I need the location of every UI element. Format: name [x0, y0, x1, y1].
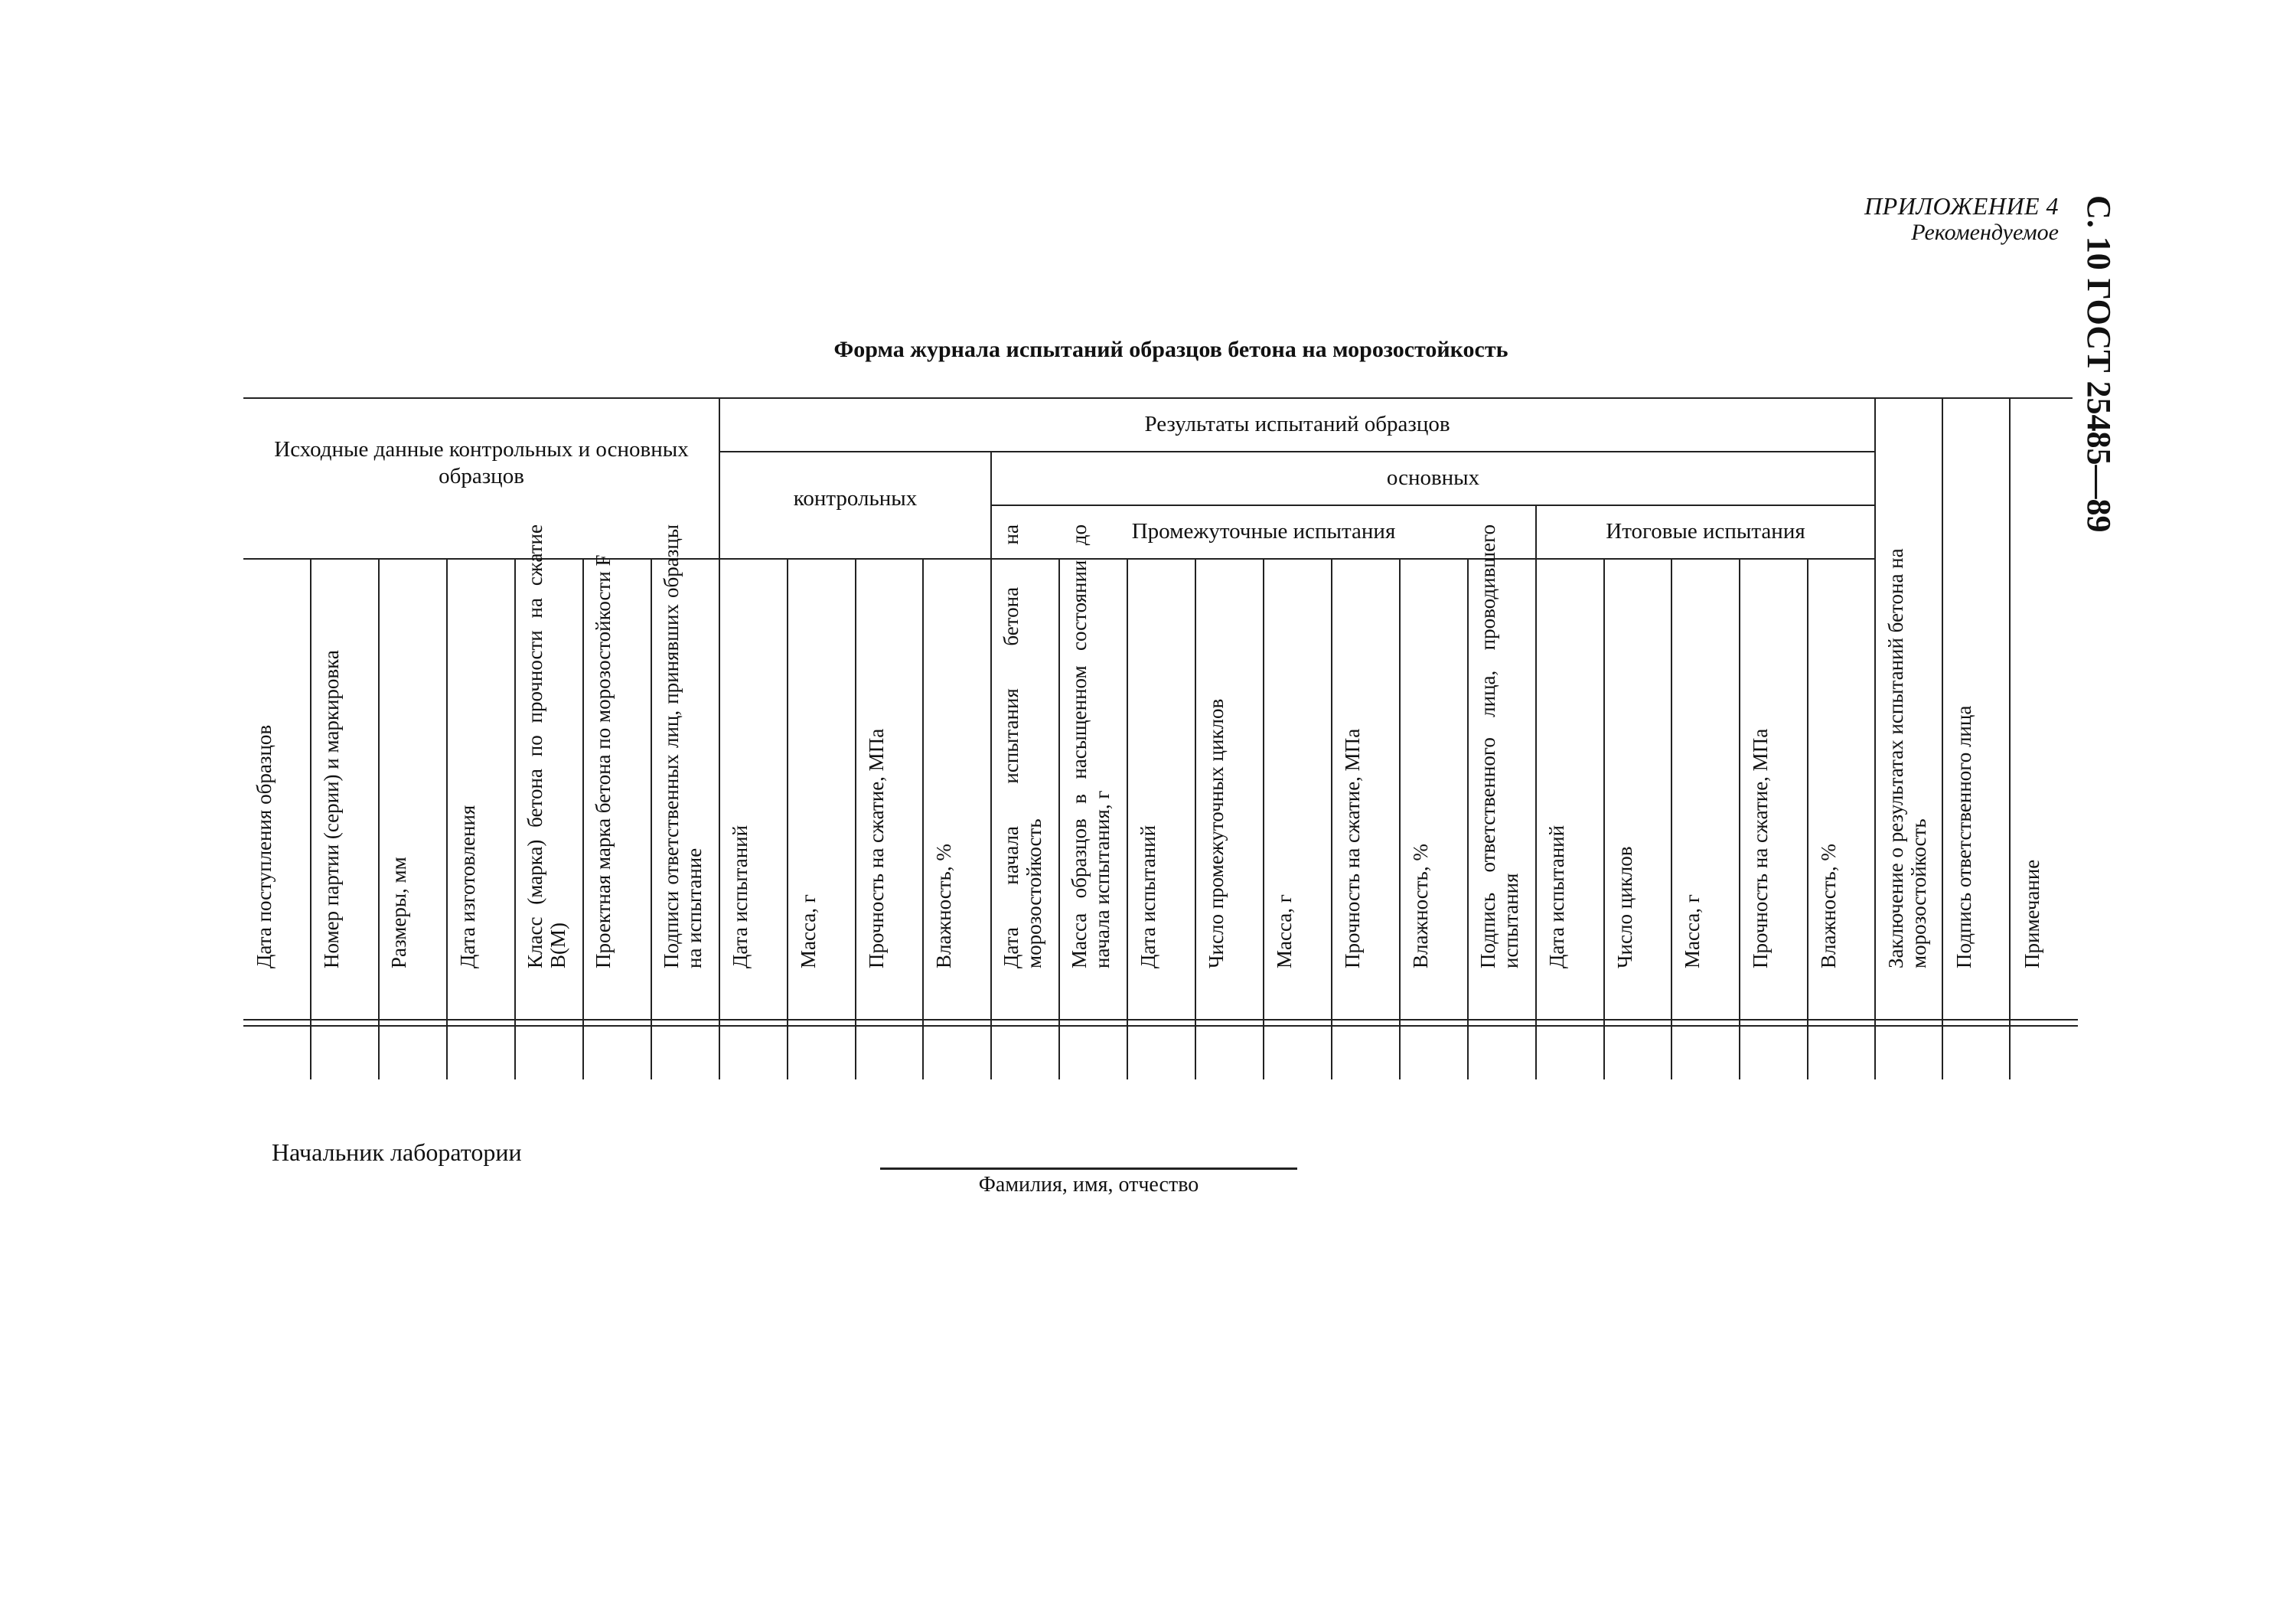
header-intermediate: Промежуточные испытания: [1131, 519, 1396, 544]
col-final-humidity: Влажность, %: [1817, 844, 1840, 968]
col-control-strength: Прочность на сжатие, МПа: [865, 728, 888, 968]
col-frost-grade: Проектная марка бетона по морозостойкости F: [592, 554, 615, 968]
col-interim-signature: Подпись ответственного лица, проводившего испытания: [1476, 524, 1523, 968]
col-interim-strength: Прочность на сжатие, МПа: [1341, 728, 1364, 968]
header-results: Результаты испытаний образцов: [1144, 412, 1450, 436]
header-initial-data: Исходные данные контрольных и основных образцов: [274, 437, 689, 488]
col-conclusion: Заключение о результатах испытаний бетона на морозостойкость: [1884, 548, 1931, 968]
appendix-title: ПРИЛОЖЕНИЕ 4: [1864, 192, 2059, 220]
page-header: С. 10 ГОСТ 25485—89: [2080, 195, 2118, 533]
col-control-mass: Масса, г: [797, 894, 820, 968]
appendix-type: Рекомендуемое: [1911, 220, 2059, 246]
header-main: основных: [1386, 465, 1480, 490]
header-control: контрольных: [793, 486, 918, 511]
col-receipt-date: Дата поступления образцов: [253, 724, 276, 968]
col-final-cycles: Число циклов: [1613, 846, 1636, 968]
col-manufacture-date: Дата изготовления: [456, 805, 479, 968]
col-final-mass: Масса, г: [1681, 894, 1704, 968]
signature-caption: Фамилия, имя, отчество: [978, 1173, 1199, 1197]
signature-line: [880, 1167, 1297, 1170]
header-final: Итоговые испытания: [1606, 519, 1805, 544]
col-saturated-mass: Масса образцов в насыщенном состоянии до начала испытания, г: [1068, 524, 1114, 968]
col-final-test-date: Дата испытаний: [1545, 825, 1568, 968]
col-final-strength: Прочность на сжатие, МПа: [1749, 728, 1772, 968]
form-title: Форма журнала испытаний образцов бетона на морозостойкость: [833, 337, 1508, 362]
col-interim-humidity: Влажность, %: [1409, 844, 1432, 968]
col-acceptance-signatures: Подписи ответственных лиц, принявших образцы на испытание: [660, 524, 706, 968]
col-interim-mass: Масса, г: [1273, 894, 1296, 968]
lab-chief-label: Начальник лаборатории: [272, 1138, 522, 1166]
col-control-test-date: Дата испытаний: [729, 825, 752, 968]
col-dimensions: Размеры, мм: [387, 857, 410, 968]
col-strength-class: Класс (марка) бетона по прочности на сжатие В(М): [523, 524, 570, 968]
col-frost-test-start: Дата начала испытания бетона на морозостойкость: [1000, 524, 1046, 968]
col-batch-number: Номер партии (серии) и маркировка: [320, 650, 343, 968]
col-interim-test-date: Дата испытаний: [1137, 825, 1159, 968]
col-interim-cycles: Число промежуточных циклов: [1205, 698, 1228, 968]
col-notes: Примечание: [2020, 859, 2043, 968]
col-control-humidity: Влажность, %: [932, 844, 955, 968]
col-responsible-signature: Подпись ответственного лица: [1952, 705, 1975, 968]
